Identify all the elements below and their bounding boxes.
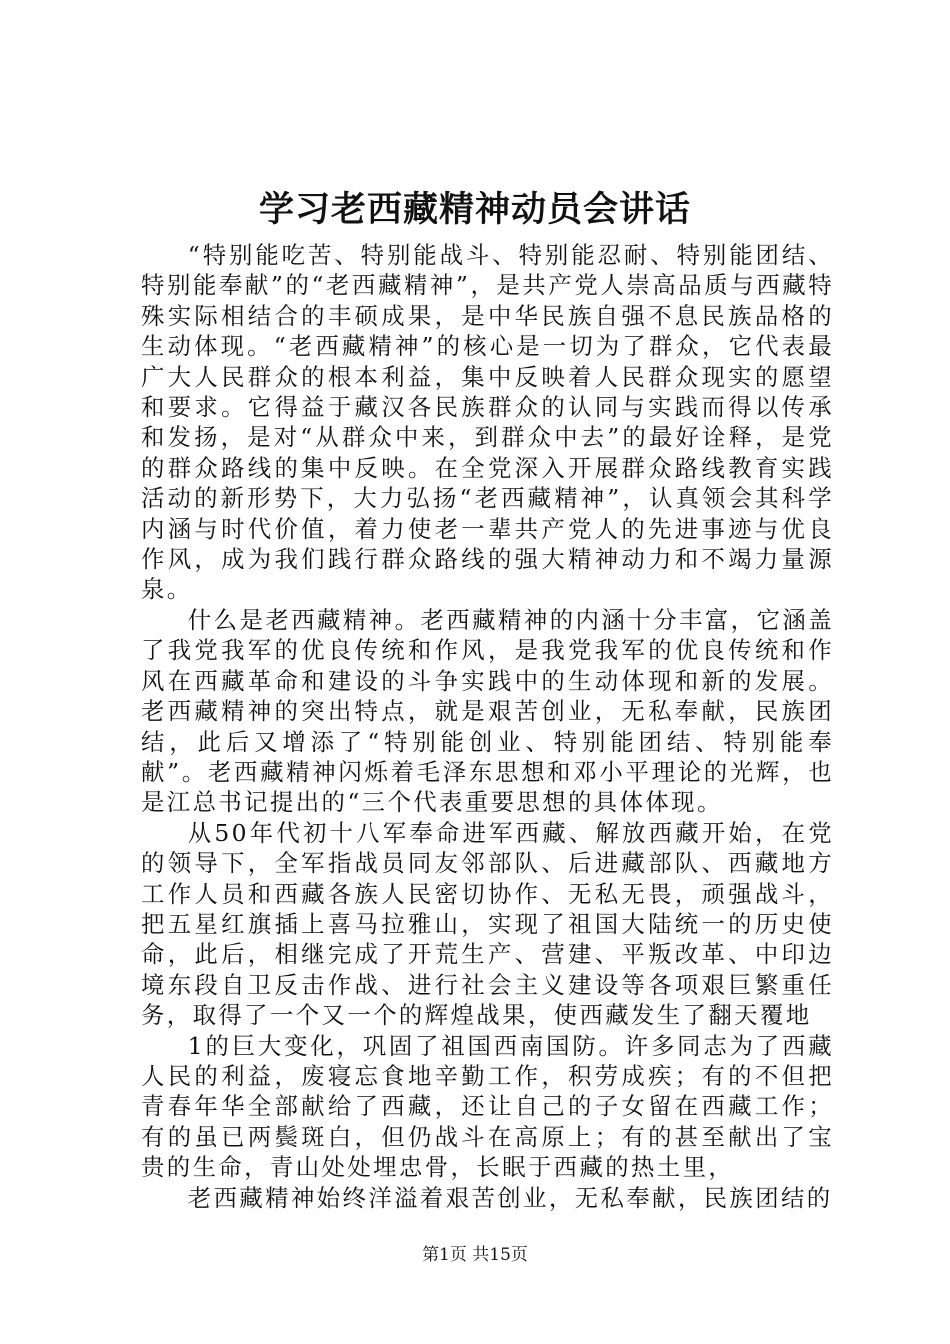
paragraph: 老西藏精神始终洋溢着艰苦创业，无私奉献，民族团结的	[187, 1183, 833, 1212]
document-body	[141, 240, 834, 1213]
paragraph: 1的巨大变化，巩固了祖国西南国防。许多同志为了西藏人民的利益，废寝忘食地辛勤工作，积劳成疾；有的不但把青春年华全部献给了西藏，还让自己的子女留在西藏工作；有的虽已两鬓斑白，但仍战斗在高原上；有的甚至献出了宝贵的生命，青山处处埋忠骨，长眠于西藏的热土里，	[141, 1031, 834, 1182]
paragraph: “特别能吃苦、特别能战斗、特别能忍耐、特别能团结、特别能奉献”的“老西藏精神”，是共产党人崇高品质与西藏特殊实际相结合的丰硕成果，是中华民族自强不息民族品格的生动体现。“老西藏精神”的核心是一切为了群众，它代表最广大人民群众的根本利益，集中反映着人民群众现实的愿望和要求。它得益于藏汉各民族群众的认同与实践而得以传承和发扬，是对“从群众中来，到群众中去”的最好诠释，是党的群众路线的集中反映。在全党深入开展群众路线教育实践活动的新形势下，大力弘扬“老西藏精神”，认真领会其科学内涵与时代价值，着力使老一辈共产党人的先进事迹与优良作风，成为我们践行群众路线的强大精神动力和不竭力量源泉。	[141, 241, 834, 604]
paragraph: 什么是老西藏精神。老西藏精神的内涵十分丰富，它涵盖了我党我军的优良传统和作风，是我党我军的优良传统和作风在西藏革命和建设的斗争实践中的生动体现和新的发展。老西藏精神的突出特点，就是艰苦创业，无私奉献，民族团结，此后又增添了“特别能创业、特别能团结、特别能奉献”。老西藏精神闪烁着毛泽东思想和邓小平理论的光辉，也是江总书记提出的“三个代表重要思想的具体体现。	[141, 605, 834, 817]
paragraph: 从50年代初十八军奉命进军西藏、解放西藏开始，在党的领导下，全军指战员同友邻部队、后进藏部队、西藏地方工作人员和西藏各族人民密切协作、无私无畏，顽强战斗，把五星红旗插上喜马拉雅山，实现了祖国大陆统一的历史使命，此后，相继完成了开荒生产、营建、平叛改革、中印边境东段自卫反击作战、进行社会主义建设等各项艰巨繁重任务，取得了一个又一个的辉煌战果，使西藏发生了翻天覆地	[141, 818, 834, 1030]
document-title: 学习老西藏精神动员会讲话	[258, 189, 691, 230]
page-number-footer: 第1页 共15页	[422, 1245, 528, 1265]
